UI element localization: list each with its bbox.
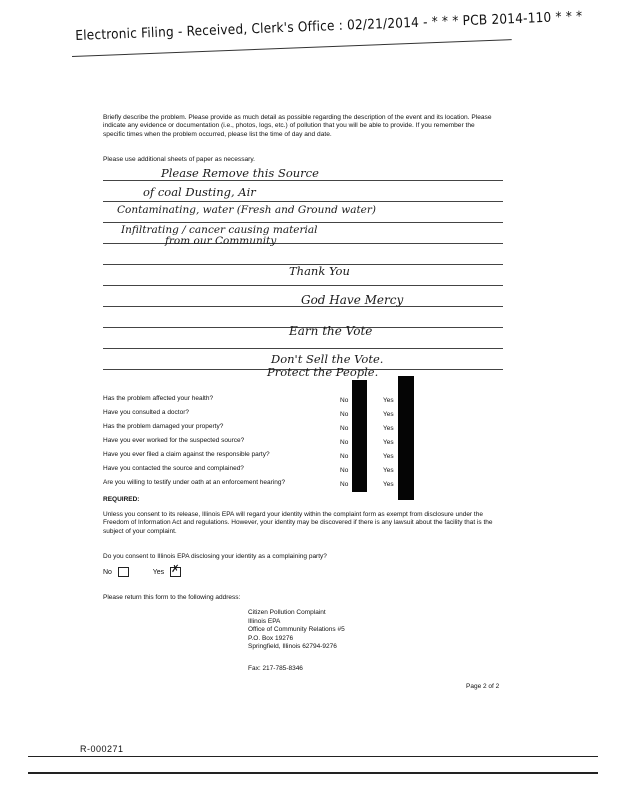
handwritten-line: from our Community [165, 235, 277, 247]
no-label: No [340, 481, 349, 488]
yes-label: Yes [383, 467, 394, 474]
check-mark-icon: ✗ [171, 564, 180, 575]
address-line: Illinois EPA [248, 617, 281, 625]
address-line: Office of Community Relations #5 [248, 626, 345, 634]
footer-rule [28, 756, 598, 757]
electronic-filing-stamp: Electronic Filing - Received, Clerk's Office : 02/21/2014 - * * * PCB 2014-110 * * * [75, 8, 583, 44]
no-label: No [340, 397, 349, 404]
handwritten-description-area [103, 164, 503, 386]
fax-number: Fax: 217-785-8346 [248, 665, 303, 672]
redaction-bar [398, 376, 414, 500]
question-property: Has the problem damaged your property? [103, 423, 224, 430]
yes-label: Yes [383, 397, 394, 404]
yes-label: Yes [383, 439, 394, 446]
yes-label: Yes [383, 453, 394, 460]
extra-sheets-note: Please use additional sheets of paper as necessary. [103, 156, 255, 163]
no-label: No [340, 425, 349, 432]
consent-no-checkbox[interactable] [118, 567, 129, 577]
handwritten-line: Please Remove this Source [161, 166, 319, 180]
consent-options [103, 564, 181, 577]
handwritten-line: of coal Dusting, Air [143, 185, 256, 199]
consent-yes-label: Yes [152, 568, 165, 576]
ruled-line [103, 180, 503, 181]
handwritten-line: Contaminating, water (Fresh and Ground water) [117, 204, 377, 216]
question-contacted: Have you contacted the source and complained? [103, 465, 244, 472]
consent-question: Do you consent to Illinois EPA disclosing your identity as a complaining party? [103, 553, 327, 560]
footer-rule [28, 772, 598, 774]
stamp-underline [72, 39, 512, 57]
handwritten-line: Infiltrating / cancer causing material [121, 224, 318, 236]
ruled-line [103, 201, 503, 202]
address-block [248, 609, 345, 652]
ruled-line [103, 243, 503, 244]
return-instructions: Please return this form to the following address: [103, 594, 241, 601]
no-label: No [340, 467, 349, 474]
yes-label: Yes [383, 425, 394, 432]
handwritten-line: Thank You [289, 264, 350, 278]
question-health: Has the problem affected your health? [103, 395, 214, 402]
question-worked: Have you ever worked for the suspected source? [103, 437, 245, 444]
required-heading: REQUIRED: [103, 496, 140, 503]
page-number: Page 2 of 2 [466, 683, 500, 690]
ruled-line [103, 222, 503, 223]
no-label: No [340, 453, 349, 460]
address-line: Citizen Pollution Complaint [248, 609, 326, 616]
handwritten-line: Earn the Vote [289, 324, 373, 338]
bates-number: R-000271 [80, 744, 124, 754]
handwritten-line: Don't Sell the Vote. [271, 352, 384, 366]
yes-label: Yes [383, 481, 394, 488]
question-testify: Are you willing to testify under oath at an enforcement hearing? [103, 479, 286, 486]
handwritten-line: God Have Mercy [301, 293, 404, 307]
consent-yes-checkbox[interactable] [170, 564, 181, 577]
question-claim: Have you ever filed a claim against the responsible party? [103, 451, 270, 458]
question-doctor: Have you consulted a doctor? [103, 409, 189, 416]
consent-no-label: No [103, 568, 112, 576]
ruled-line [103, 285, 503, 286]
redaction-bar [352, 380, 367, 492]
address-line: Springfield, Illinois 62794-9276 [248, 643, 337, 651]
instructions-text: Briefly describe the problem. Please provide as much detail as possible regarding the description of the event and its location. Please indicate any evidence or documentation (i.e., photos, logs, etc.) of pollution that you will be able to provide. If you remember the specific times when the problem occurred, please list the time of day and date. [103, 114, 492, 138]
handwritten-line: Protect the People. [267, 365, 379, 379]
no-label: No [340, 439, 349, 446]
yes-label: Yes [383, 411, 394, 418]
no-label: No [340, 411, 349, 418]
required-text: Unless you consent to its release, Illinois EPA will regard your identity within the complaint form as exempt from disclosure under the Freedom of Information Act and regulations. However, your identity may be discovered if there is any lawsuit about the facility that is the subject of your complaint. [103, 511, 493, 535]
ruled-line [103, 348, 503, 349]
address-line: P.O. Box 19276 [248, 634, 294, 642]
